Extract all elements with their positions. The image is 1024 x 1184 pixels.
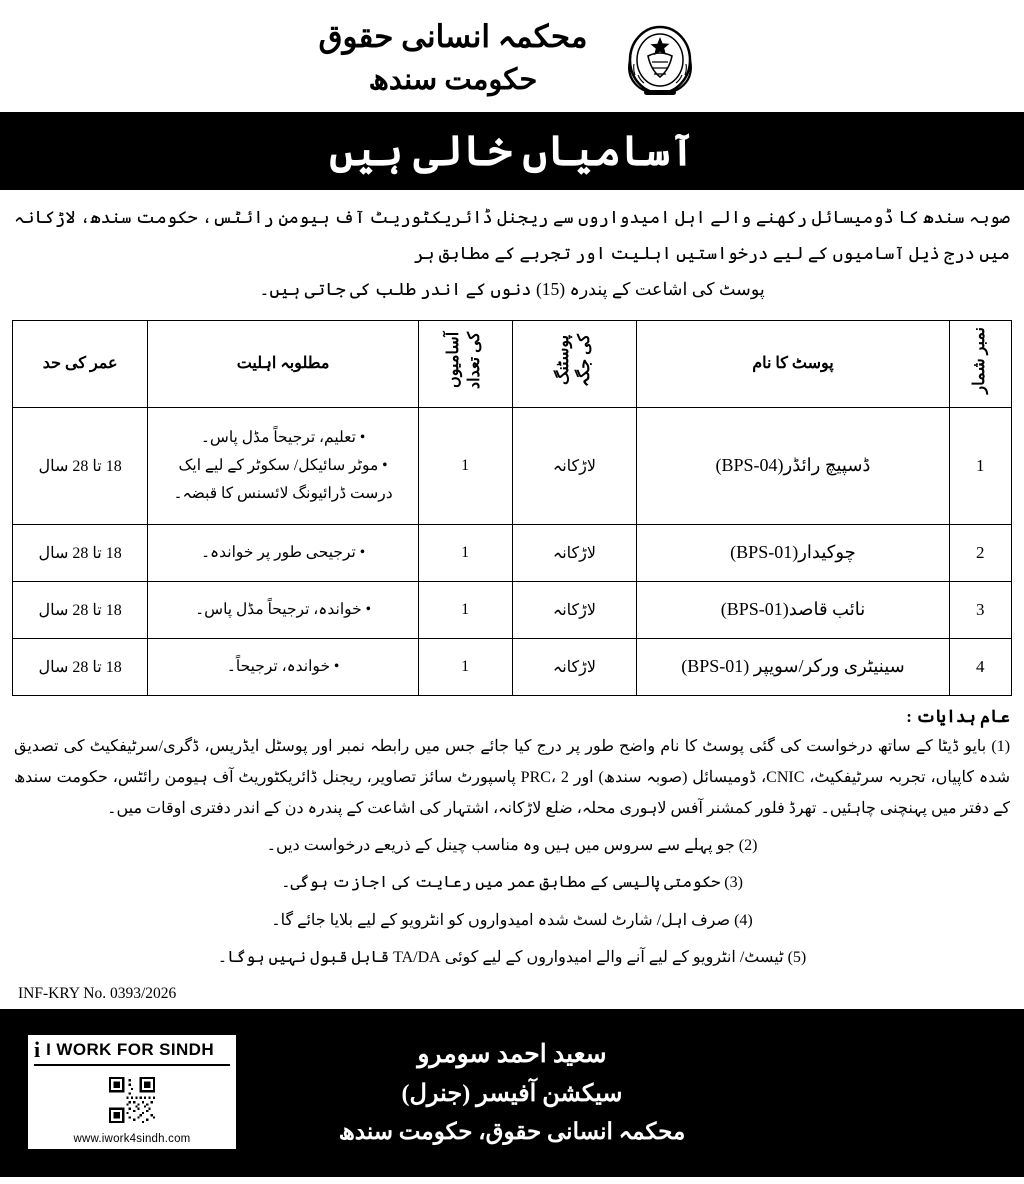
cell-post: ڈسپیچ رائڈر(BPS-04) [637, 407, 949, 524]
logo-text: I WORK FOR SINDH [46, 1039, 215, 1059]
intro-line-1: صوبہ سندھ کا ڈومیسائل رکھنے والے اہل امیدواروں سے ریجنل ڈائریکٹوریٹ آف ہیومن رائٹس، حکومت سندھ، لاڑکانہ میں درج ذیل آسامیوں کے لیے درخواستیں اہلیت اور تجربے کے مطابق ہر [14, 207, 1010, 263]
header-age: عمر کی حد [13, 320, 148, 407]
cell-qualification [148, 407, 419, 524]
cell-age: 18 تا 28 سال [13, 581, 148, 638]
instruction-item: (4) صرف اہل/ شارٹ لسٹ شدہ امیدواروں کو انٹرویو کے لیے بلایا جائے گا۔ [271, 911, 753, 929]
sindh-government-emblem-icon [614, 12, 706, 104]
header-sr-label: نمبر شمار [970, 326, 988, 394]
page-header [0, 0, 1024, 112]
qualification-line: • تعلیم، ترجیحاً مڈل پاس۔ [200, 428, 366, 446]
instruction-item: (1) بایو ڈیٹا کے ساتھ درخواست کی گئی پوسٹ کا نام واضح طور پر درج کیا جائے جس میں رابطہ نمبر اور پوسٹل ایڈریس، ڈگری/سرٹیفکیٹ کی تصدیق شدہ کاپیاں، تجربہ سرٹیفکیٹ، CNIC، ڈومیسائل (صوبہ سندھ) اور PRC، 2 پاسپورٹ سائز تصاویر، ریجنل ڈائریکٹوریٹ آف ہیومن رائٹس، حکومت سندھ کے دفتر میں پہنچنی چاہئیں۔ تھرڈ فلور کمشنر آفس لاہوری محلہ، ضلع لاڑکانہ، اشتہار کی اشاعت کے پندرہ دن کے اندر دفتری اوقات میں۔ [14, 737, 1011, 817]
header-count [418, 320, 512, 407]
table-row [13, 524, 1012, 581]
signatory-designation: سیکشن آفیسر (جنرل) [401, 1081, 623, 1108]
header-titles [318, 16, 587, 101]
cell-qualification [148, 638, 419, 695]
cell-age: 18 تا 28 سال [13, 407, 148, 524]
cell-place: لاڑکانہ [512, 581, 637, 638]
cell-sr: 3 [949, 581, 1011, 638]
cell-post: نائب قاصد(BPS-01) [637, 581, 949, 638]
cell-age: 18 تا 28 سال [13, 524, 148, 581]
signatory-department: محکمہ انسانی حقوق، حکومت سندھ [338, 1118, 686, 1144]
intro-paragraph [0, 190, 1024, 316]
cell-place: لاڑکانہ [512, 407, 637, 524]
qualification-line: • موٹر سائیکل/ سکوٹر کے لیے ایک درست ڈرائیونگ لائسنس کا قبضہ۔ [173, 456, 393, 502]
intro-line-2: پوسٹ کی اشاعت کے پندرہ (15) دنوں کے اندر طلب کی جاتی ہیں۔ [259, 278, 765, 299]
cell-count: 1 [418, 407, 512, 524]
instruction-item: (3) حکومتی پالیسی کے مطابق عمر میں رعایت کی اجازت ہوگی۔ [281, 874, 743, 892]
instructions-title: عام ہدایات : [906, 706, 1010, 726]
header-count-label: آسامیوں کی تعداد [445, 331, 484, 389]
cell-qualification [148, 524, 419, 581]
qr-code-icon [109, 1077, 155, 1123]
table-row [13, 407, 1012, 524]
cell-sr: 2 [949, 524, 1011, 581]
government-name: حکومت سندھ [368, 64, 538, 97]
table-row [13, 638, 1012, 695]
table-header-row [13, 320, 1012, 407]
general-instructions [0, 696, 1024, 983]
vacancies-title-bar [0, 112, 1024, 190]
qualification-line: • خواندہ، ترجیحاً مڈل پاس۔ [195, 600, 372, 618]
qualification-line: • ترجیحی طور پر خواندہ۔ [200, 543, 366, 561]
cell-post: سینیٹری ورکر/سویپر (BPS-01) [637, 638, 949, 695]
cell-sr: 1 [949, 407, 1011, 524]
table-row [13, 581, 1012, 638]
header-sr [949, 320, 1011, 407]
cell-place: لاڑکانہ [512, 524, 637, 581]
logo-wordmark-row [34, 1036, 230, 1066]
cell-qualification [148, 581, 419, 638]
cell-count: 1 [418, 581, 512, 638]
qualification-line: • خواندہ، ترجیحاً۔ [226, 657, 340, 675]
header-qualification: مطلوبہ اہلیت [148, 320, 419, 407]
inf-number: INF-KRY No. 0393/2026 [18, 984, 177, 1002]
logo-i-icon: i [34, 1036, 41, 1062]
header-post: پوسٹ کا نام [637, 320, 949, 407]
vacancies-table [12, 320, 1012, 696]
cell-sr: 4 [949, 638, 1011, 695]
instruction-item: (2) جو پہلے سے سروس میں ہیں وہ مناسب چینل کے ذریعے درخواست دیں۔ [266, 837, 758, 855]
header-place [512, 320, 637, 407]
vacancies-title: آسامیاں خالی ہیں [329, 129, 695, 175]
header-place-label: پوسٹنگ کی جگہ [554, 333, 593, 387]
page-footer [0, 1009, 1024, 1177]
cell-age: 18 تا 28 سال [13, 638, 148, 695]
logo-website-url: www.iwork4sindh.com [73, 1132, 191, 1145]
cell-count: 1 [418, 638, 512, 695]
cell-count: 1 [418, 524, 512, 581]
department-name: محکمہ انسانی حقوق [318, 18, 588, 54]
cell-place: لاڑکانہ [512, 638, 637, 695]
cell-post: چوکیدار(BPS-01) [637, 524, 949, 581]
iwork-for-sindh-logo [26, 1033, 238, 1151]
instruction-item: (5) ٹیسٹ/ انٹرویو کے لیے آنے والے امیدواروں کے لیے کوئی TA/DA قابل قبول نہیں ہوگا۔ [217, 948, 807, 966]
signatory-name: سعید احمد سومرو [417, 1041, 607, 1069]
